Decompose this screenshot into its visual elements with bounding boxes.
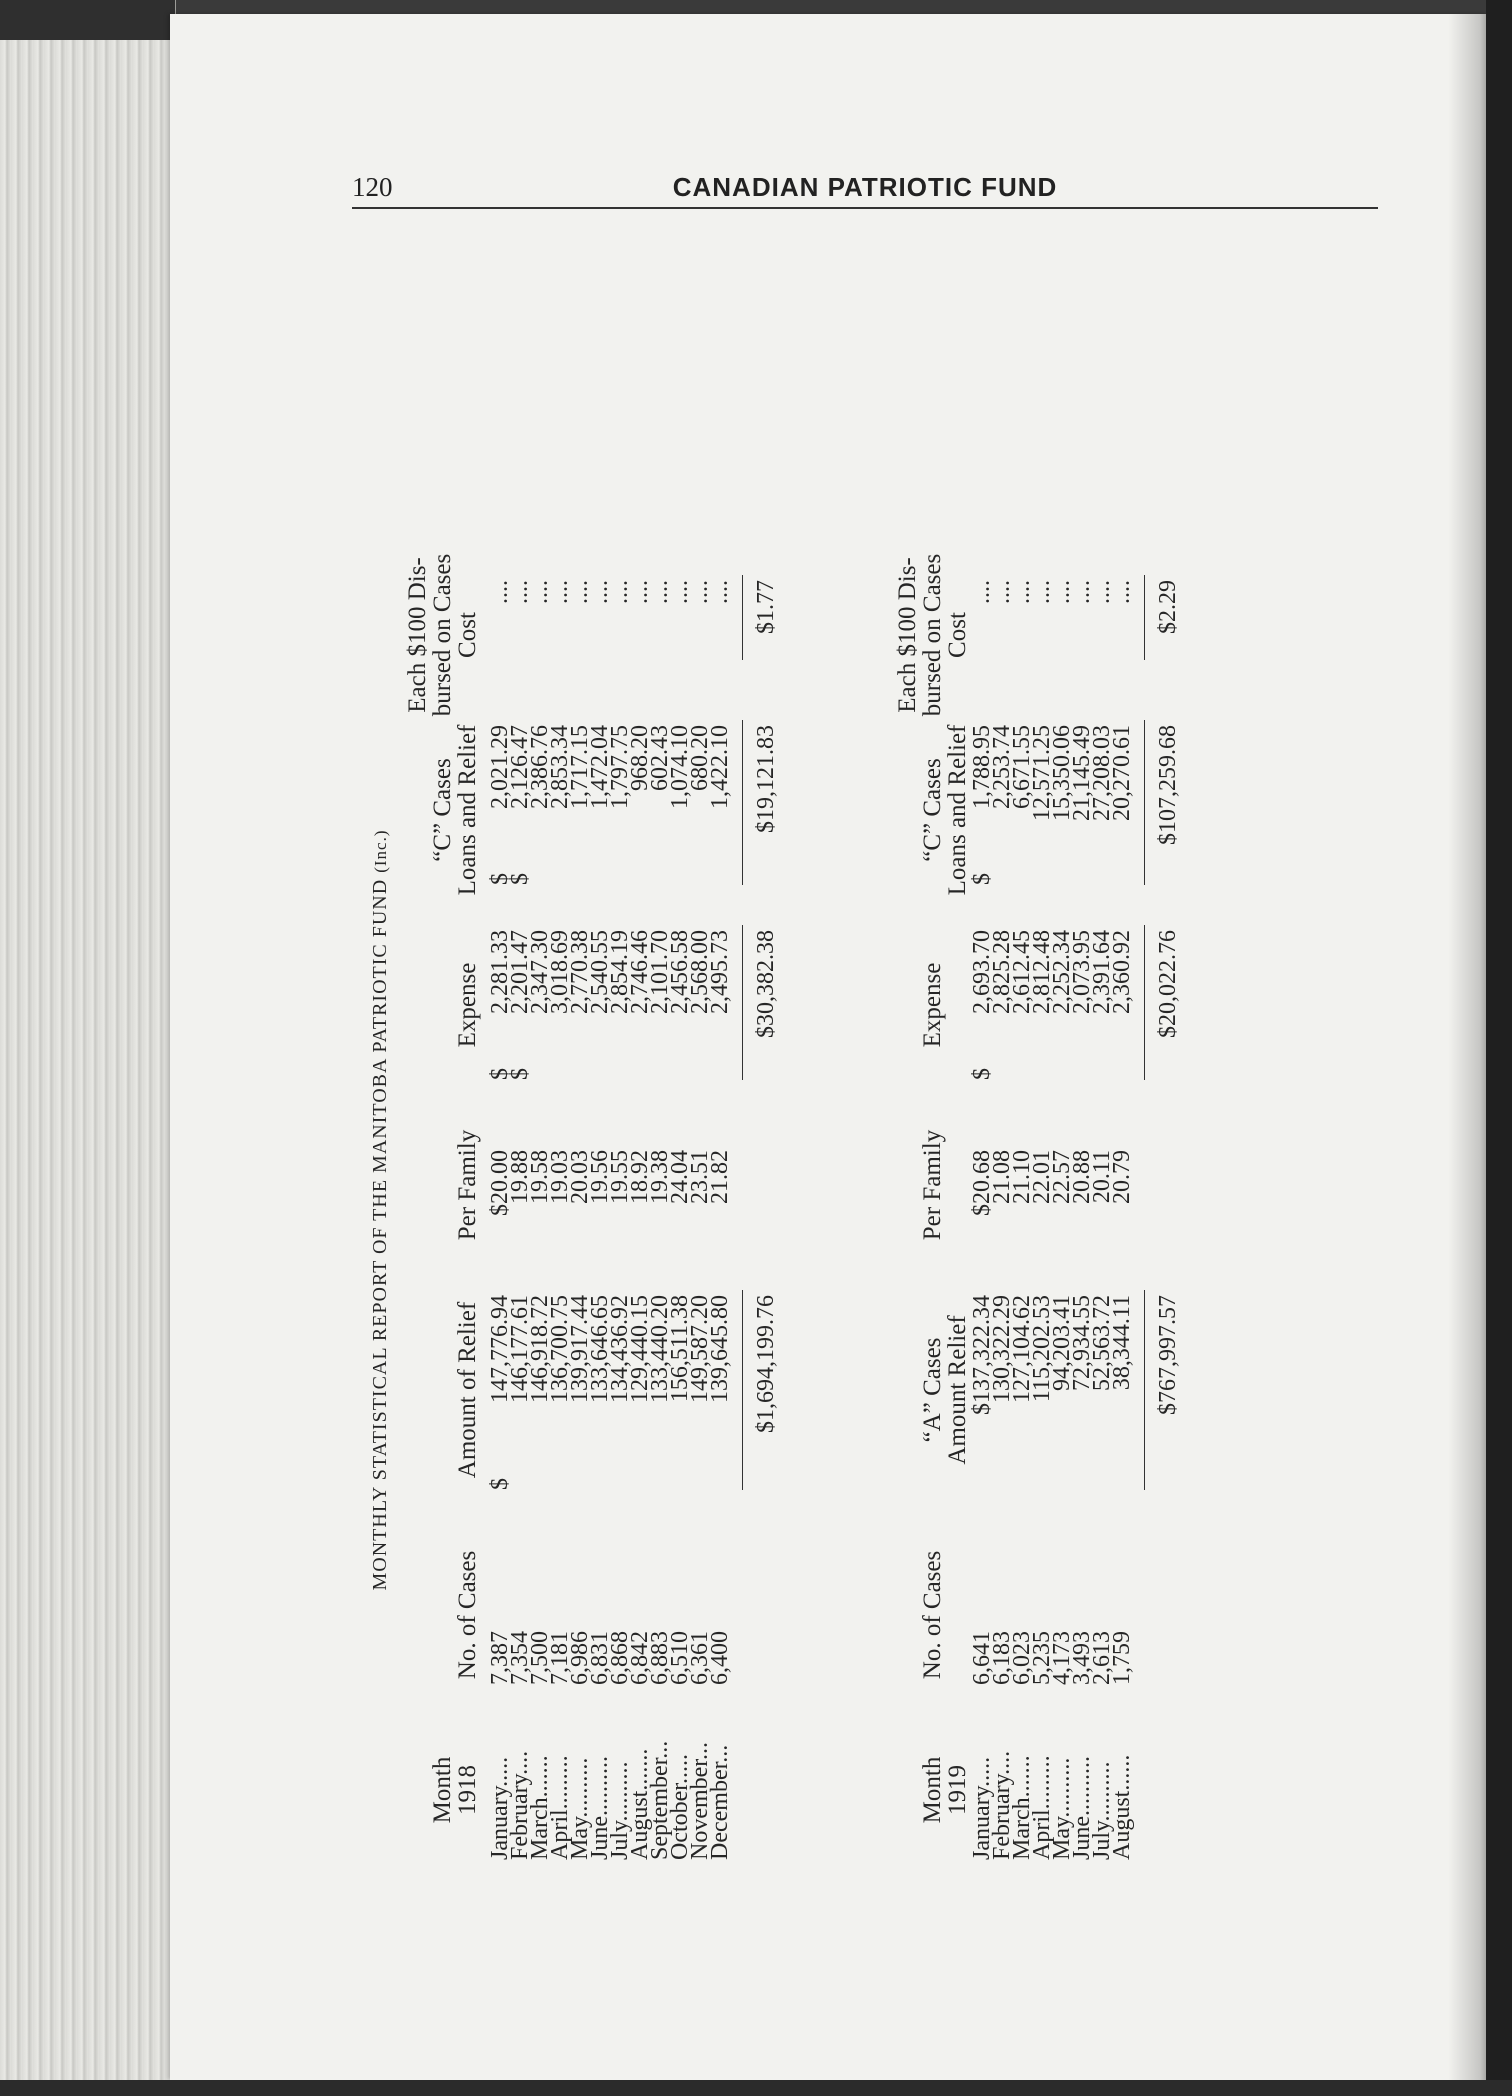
relief-cell: 133,646.65 [587, 1295, 613, 1403]
header-per-family: Per Family [454, 1129, 481, 1241]
header-per-family: Per Family [919, 1129, 946, 1241]
expense-sign [1092, 1060, 1112, 1080]
header-year: 1918 [454, 1765, 481, 1815]
month-cell: April......... [547, 1755, 573, 1860]
per-family-cell: 21.10 [1009, 1150, 1035, 1204]
cost-cell: .... [587, 580, 613, 604]
running-head: CANADIAN PATRIOTIC FUND [672, 172, 1058, 202]
header-cost-line3: Cost [944, 612, 971, 658]
table-title-text: MONTHLY STATISTICAL REPORT OF THE MANITOBA PATRIOTIC FUND [369, 878, 391, 1591]
relief-cell: 146,177.61 [507, 1295, 533, 1403]
total-cost: $2.29 [1155, 580, 1181, 634]
relief-cell: 94,203.41 [1049, 1295, 1075, 1391]
c-cases-cell: 1,074.10 [667, 725, 693, 809]
cost-cell: .... [607, 580, 633, 604]
cost-cell: .... [969, 580, 995, 604]
relief-cell: 133,440.20 [647, 1295, 673, 1403]
c-cases-cell: 6,671.55 [1009, 725, 1035, 809]
relief-cell: $137,322.34 [969, 1295, 995, 1415]
header-cost-line1: Each $100 Dis- [404, 557, 431, 713]
c-cases-cell: 1,788.95 [969, 725, 995, 809]
per-family-cell: 20.79 [1109, 1150, 1135, 1204]
expense-cell: 2,854.19 [607, 930, 633, 1014]
expense-sign [690, 1060, 710, 1080]
per-family-cell: 22.01 [1029, 1150, 1055, 1204]
expense-sign: $ [487, 1068, 513, 1080]
expense-cell: 3,018.69 [547, 930, 573, 1014]
month-cell: February.... [507, 1750, 533, 1860]
cost-cell: .... [989, 580, 1015, 604]
c-cases-cell: 2,386.76 [527, 725, 553, 809]
cost-cell: .... [1009, 580, 1035, 604]
expense-cell: 2,812.48 [1029, 930, 1055, 1014]
expense-sign [650, 1060, 670, 1080]
c-cases-sign [1052, 865, 1072, 885]
expense-sign: $ [969, 1068, 995, 1080]
c-cases-cell: 680.20 [687, 725, 713, 791]
expense-cell: 2,825.28 [989, 930, 1015, 1014]
header-a-cases-line1: “A” Cases [919, 1337, 946, 1443]
expense-cell: 2,201.47 [507, 930, 533, 1014]
relief-cell: 139,917.44 [567, 1295, 593, 1403]
c-cases-sign [710, 865, 730, 885]
c-cases-sign [550, 865, 570, 885]
cases-cell: 6,986 [567, 1631, 593, 1685]
expense-cell: 2,360.92 [1109, 930, 1135, 1014]
relief-cell: 147,776.94 [487, 1295, 513, 1403]
header-a-cases-line2: Amount Relief [944, 1315, 971, 1465]
expense-sign [590, 1060, 610, 1080]
table-row [1109, 560, 1135, 1860]
page-header [352, 172, 1378, 212]
expense-sign [1112, 1060, 1132, 1080]
per-family-cell: 18.92 [627, 1150, 653, 1204]
total-rule-cost [1144, 575, 1145, 660]
cases-cell: 6,400 [707, 1631, 733, 1685]
relief-cell: 115,202.53 [1029, 1295, 1055, 1403]
month-cell: November... [687, 1742, 713, 1860]
total-rule-expense [742, 925, 743, 1080]
month-cell: September... [647, 1740, 673, 1860]
total-rule-cost [742, 575, 743, 660]
cases-cell: 6,883 [647, 1631, 673, 1685]
c-cases-cell: 2,126.47 [507, 725, 533, 809]
cases-cell: 6,510 [667, 1631, 693, 1685]
cases-cell: 7,354 [507, 1631, 533, 1685]
book-page-edges [0, 0, 176, 2096]
expense-sign [630, 1060, 650, 1080]
per-family-cell: 19.88 [507, 1150, 533, 1204]
c-cases-sign [992, 865, 1012, 885]
expense-sign [570, 1060, 590, 1080]
expense-cell: 2,746.46 [627, 930, 653, 1014]
relief-cell: 127,104.62 [1009, 1295, 1035, 1403]
per-family-cell: 24.04 [667, 1150, 693, 1204]
total-cost: $1.77 [753, 580, 779, 634]
month-cell: January..... [969, 1756, 995, 1860]
table-1919 [894, 553, 1280, 1860]
c-cases-sign [1032, 865, 1052, 885]
header-expense: Expense [919, 962, 946, 1048]
cost-cell: .... [567, 580, 593, 604]
per-family-cell: $20.68 [969, 1150, 995, 1216]
relief-cell: 146,918.72 [527, 1295, 553, 1403]
month-cell: February.... [989, 1750, 1015, 1860]
expense-cell: 2,281.33 [487, 930, 513, 1014]
table-1918 [404, 553, 850, 1860]
total-rule-relief [1144, 1290, 1145, 1490]
c-cases-sign [590, 865, 610, 885]
scan-background [0, 0, 175, 40]
c-cases-cell: 27,208.03 [1089, 725, 1115, 821]
c-cases-cell: 602.43 [647, 725, 673, 791]
cost-cell: .... [547, 580, 573, 604]
cases-cell: 7,181 [547, 1631, 573, 1685]
cost-cell: .... [1069, 580, 1095, 604]
expense-sign [710, 1060, 730, 1080]
per-family-cell: 21.82 [707, 1150, 733, 1204]
total-relief: $1,694,199.76 [753, 1295, 779, 1433]
total-c-cases: $107,259.68 [1155, 725, 1181, 845]
expense-cell: 2,495.73 [707, 930, 733, 1014]
month-cell: August...... [1109, 1754, 1135, 1860]
scan-border-right [1486, 0, 1512, 2096]
total-rule-c-cases [742, 720, 743, 885]
expense-sign [610, 1060, 630, 1080]
expense-cell: 2,391.64 [1089, 930, 1115, 1014]
page-fold-shadow [1448, 14, 1488, 2080]
total-expense: $30,382.38 [753, 930, 779, 1038]
c-cases-sign [1072, 865, 1092, 885]
cases-cell: 3,493 [1069, 1631, 1095, 1685]
expense-cell: 2,252.34 [1049, 930, 1075, 1014]
cost-cell: .... [627, 580, 653, 604]
per-family-cell: 20.03 [567, 1150, 593, 1204]
per-family-cell: 23.51 [687, 1150, 713, 1204]
cases-cell: 4,173 [1049, 1631, 1075, 1685]
header-relief: Amount of Relief [454, 1301, 481, 1479]
relief-cell: 136,700.75 [547, 1295, 573, 1403]
rotated-table [369, 553, 1320, 1860]
relief-cell: 134,436.92 [607, 1295, 633, 1403]
c-cases-sign [610, 865, 630, 885]
table-row [707, 560, 733, 1860]
cost-cell: .... [1029, 580, 1055, 604]
header-cases: No. of Cases [919, 1550, 946, 1680]
per-family-cell: 20.88 [1069, 1150, 1095, 1204]
c-cases-cell: 2,853.34 [547, 725, 573, 809]
month-cell: August....... [627, 1748, 653, 1860]
relief-cell: 52,563.72 [1089, 1295, 1115, 1391]
c-cases-sign: $ [969, 873, 995, 885]
header-expense: Expense [454, 962, 481, 1048]
relief-cell: 130,322.29 [989, 1295, 1015, 1403]
cases-cell: 6,868 [607, 1631, 633, 1685]
c-cases-sign [1092, 865, 1112, 885]
cases-cell: 6,183 [989, 1631, 1015, 1685]
header-c-cases [920, 705, 970, 915]
relief-cell: 129,440.15 [627, 1295, 653, 1403]
cost-cell: .... [667, 580, 693, 604]
month-cell: May.......... [1049, 1757, 1075, 1860]
total-rule-relief [742, 1290, 743, 1490]
expense-cell: 2,101.70 [647, 930, 673, 1014]
per-family-cell: 22.57 [1049, 1150, 1075, 1204]
month-cell: December... [707, 1744, 733, 1860]
relief-cell: 38,344.11 [1109, 1295, 1135, 1391]
per-family-cell: 19.58 [527, 1150, 553, 1204]
expense-sign [550, 1060, 570, 1080]
header-cases: No. of Cases [454, 1550, 481, 1680]
total-c-cases: $19,121.83 [753, 725, 779, 833]
cost-cell: .... [647, 580, 673, 604]
c-cases-sign: $ [487, 873, 513, 885]
total-expense: $20,022.76 [1155, 930, 1181, 1038]
c-cases-sign [530, 865, 550, 885]
month-cell: March....... [1009, 1755, 1035, 1860]
cases-cell: 6,831 [587, 1631, 613, 1685]
relief-cell: 156,511.38 [667, 1295, 693, 1403]
month-cell: June.......... [1069, 1756, 1095, 1860]
cases-cell: 6,361 [687, 1631, 713, 1685]
header-a-cases [920, 1270, 970, 1510]
header-month [920, 1720, 970, 1860]
relief-cell: 149,587.20 [687, 1295, 713, 1403]
header-cost-line1: Each $100 Dis- [894, 557, 921, 713]
c-cases-cell: 1,422.10 [707, 725, 733, 809]
c-cases-cell: 2,021.29 [487, 725, 513, 809]
month-cell: April......... [1029, 1755, 1055, 1860]
cost-cell: .... [507, 580, 533, 604]
header-cost-line2: bursed on Cases [919, 553, 946, 717]
header-c-cases-line1: “C” Cases [429, 758, 456, 862]
cases-cell: 1,759 [1109, 1631, 1135, 1685]
header-c-cases-line2: Loans and Relief [454, 724, 481, 896]
c-cases-sign [650, 865, 670, 885]
header-year: 1919 [944, 1765, 971, 1815]
cases-cell: 7,500 [527, 1631, 553, 1685]
c-cases-sign [1112, 865, 1132, 885]
header-cost [895, 550, 970, 720]
c-cases-cell: 968.20 [627, 725, 653, 791]
expense-cell: 2,612.45 [1009, 930, 1035, 1014]
per-family-cell: 19.56 [587, 1150, 613, 1204]
per-family-cell: $20.00 [487, 1150, 513, 1216]
c-cases-cell: 2,253.74 [989, 725, 1015, 809]
header-month-label: Month [919, 1756, 946, 1824]
total-rule-expense [1144, 925, 1145, 1080]
header-c-cases-line1: “C” Cases [919, 758, 946, 862]
c-cases-cell: 1,717.15 [567, 725, 593, 809]
cost-cell: .... [1089, 580, 1115, 604]
relief-cell: 139,645.80 [707, 1295, 733, 1403]
month-cell: July.......... [607, 1761, 633, 1860]
cases-cell: 2,613 [1089, 1631, 1115, 1685]
relief-cell: 72,934.55 [1069, 1295, 1095, 1391]
per-family-cell: 19.38 [647, 1150, 673, 1204]
expense-cell: 2,568.00 [687, 930, 713, 1014]
cost-cell: .... [1049, 580, 1075, 604]
page-number: 120 [352, 172, 393, 202]
c-cases-cell: 15,350.06 [1049, 725, 1075, 821]
header-c-cases [430, 705, 480, 915]
relief-sign: $ [487, 1478, 513, 1490]
expense-cell: 2,693.70 [969, 930, 995, 1014]
month-cell: October..... [667, 1754, 693, 1860]
header-month [430, 1720, 480, 1860]
expense-sign [1072, 1060, 1092, 1080]
c-cases-sign [570, 865, 590, 885]
total-relief: $767,997.57 [1155, 1295, 1181, 1415]
cost-cell: .... [687, 580, 713, 604]
cost-cell: .... [487, 580, 513, 604]
header-cost-line2: bursed on Cases [429, 553, 456, 717]
expense-sign [1032, 1060, 1052, 1080]
c-cases-sign [1012, 865, 1032, 885]
c-cases-sign: $ [507, 873, 533, 885]
header-rule [352, 207, 1378, 209]
expense-sign [670, 1060, 690, 1080]
c-cases-cell: 21,145.49 [1069, 725, 1095, 821]
per-family-cell: 21.08 [989, 1150, 1015, 1204]
expense-cell: 2,073.95 [1069, 930, 1095, 1014]
expense-sign [1052, 1060, 1072, 1080]
cases-cell: 6,023 [1009, 1631, 1035, 1685]
expense-cell: 2,456.58 [667, 930, 693, 1014]
scan-border-bottom [0, 2080, 1512, 2096]
header-month-label: Month [429, 1756, 456, 1824]
month-cell: March....... [527, 1755, 553, 1860]
per-family-cell: 19.03 [547, 1150, 573, 1204]
expense-cell: 2,770.38 [567, 930, 593, 1014]
cases-cell: 6,842 [627, 1631, 653, 1685]
table-title-suffix: (Inc.) [371, 829, 390, 873]
per-family-cell: 20.11 [1089, 1150, 1115, 1204]
table-title [370, 560, 391, 1860]
cases-cell: 5,235 [1029, 1631, 1055, 1685]
c-cases-cell: 1,797.75 [607, 725, 633, 809]
month-cell: June.......... [587, 1756, 613, 1860]
month-cell: January..... [487, 1756, 513, 1860]
expense-sign [530, 1060, 550, 1080]
header-c-cases-line2: Loans and Relief [944, 724, 971, 896]
expense-sign: $ [507, 1068, 533, 1080]
cost-cell: .... [707, 580, 733, 604]
c-cases-cell: 1,472.04 [587, 725, 613, 809]
month-cell: May.......... [567, 1757, 593, 1860]
month-cell: July.......... [1089, 1761, 1115, 1860]
cost-cell: .... [1109, 580, 1135, 604]
expense-cell: 2,347.30 [527, 930, 553, 1014]
c-cases-sign [630, 865, 650, 885]
expense-cell: 2,540.55 [587, 930, 613, 1014]
per-family-cell: 19.55 [607, 1150, 633, 1204]
c-cases-sign [670, 865, 690, 885]
header-cost [405, 550, 480, 720]
c-cases-cell: 12,571.25 [1029, 725, 1055, 821]
expense-sign [1012, 1060, 1032, 1080]
cases-cell: 7,387 [487, 1631, 513, 1685]
expense-sign [992, 1060, 1012, 1080]
c-cases-cell: 20,270.61 [1109, 725, 1135, 821]
c-cases-sign [690, 865, 710, 885]
cases-cell: 6,641 [969, 1631, 995, 1685]
total-rule-c-cases [1144, 720, 1145, 885]
header-cost-line3: Cost [454, 612, 481, 658]
cost-cell: .... [527, 580, 553, 604]
